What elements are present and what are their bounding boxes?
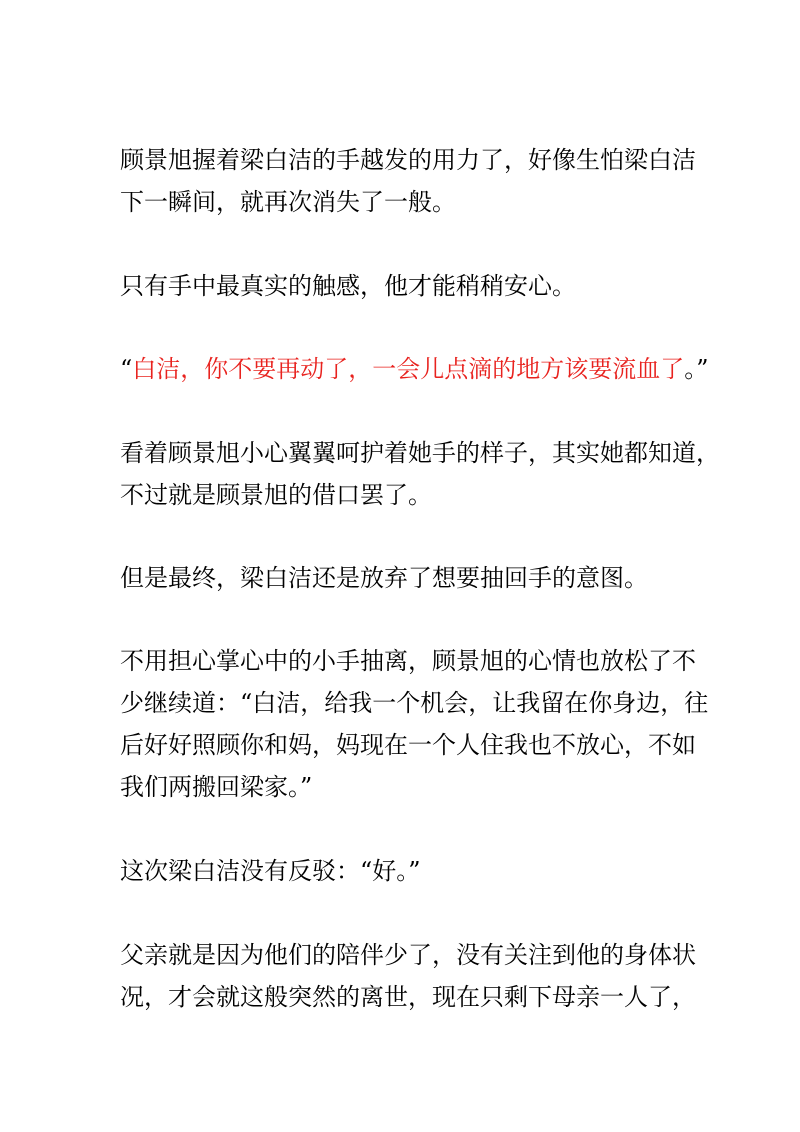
text-line: 后好好照顾你和妈，妈现在一个人住我也不放心，不如 [120,731,696,759]
close-quote: 。” [684,355,709,383]
text-line: 下一瞬间，就再次消失了一般。 [120,188,456,216]
paragraph-2 [120,265,700,307]
paragraph-4 [120,432,720,516]
paragraph-5 [120,557,700,599]
red-dialogue-text: 白洁，你不要再动了，一会儿点滴的地方该要流血了 [132,355,685,383]
paragraph-3-dialogue [120,348,709,390]
text-line: 不过就是顾景旭的借口罢了。 [120,481,432,509]
paragraph-7 [120,850,700,892]
paragraph-8 [120,934,700,1018]
text-line [120,348,709,390]
paragraph-6 [120,640,709,808]
text-line: 少继续道：“白洁，给我一个机会，让我留在你身边，往 [120,689,709,717]
text-line: 况，才会就这般突然的离世，现在只剩下母亲一人了， [120,983,696,1011]
text-line: 我们两搬回梁家。” [120,773,313,801]
text-line: 不用担心掌心中的小手抽离，顾景旭的心情也放松了不 [120,647,696,675]
text-line: 只有手中最真实的触感，他才能稍稍安心。 [120,272,576,300]
text-line: 看着顾景旭小心翼翼呵护着她手的样子，其实她都知道， [120,439,720,467]
text-line: 父亲就是因为他们的陪伴少了，没有关注到他的身体状 [120,941,696,969]
open-quote: “ [120,355,133,383]
text-line: 顾景旭握着梁白洁的手越发的用力了，好像生怕梁白洁 [120,146,696,174]
paragraph-1 [120,139,700,223]
text-line: 但是最终，梁白洁还是放弃了想要抽回手的意图。 [120,564,648,592]
text-line: 这次梁白洁没有反驳：“好。” [120,857,421,885]
